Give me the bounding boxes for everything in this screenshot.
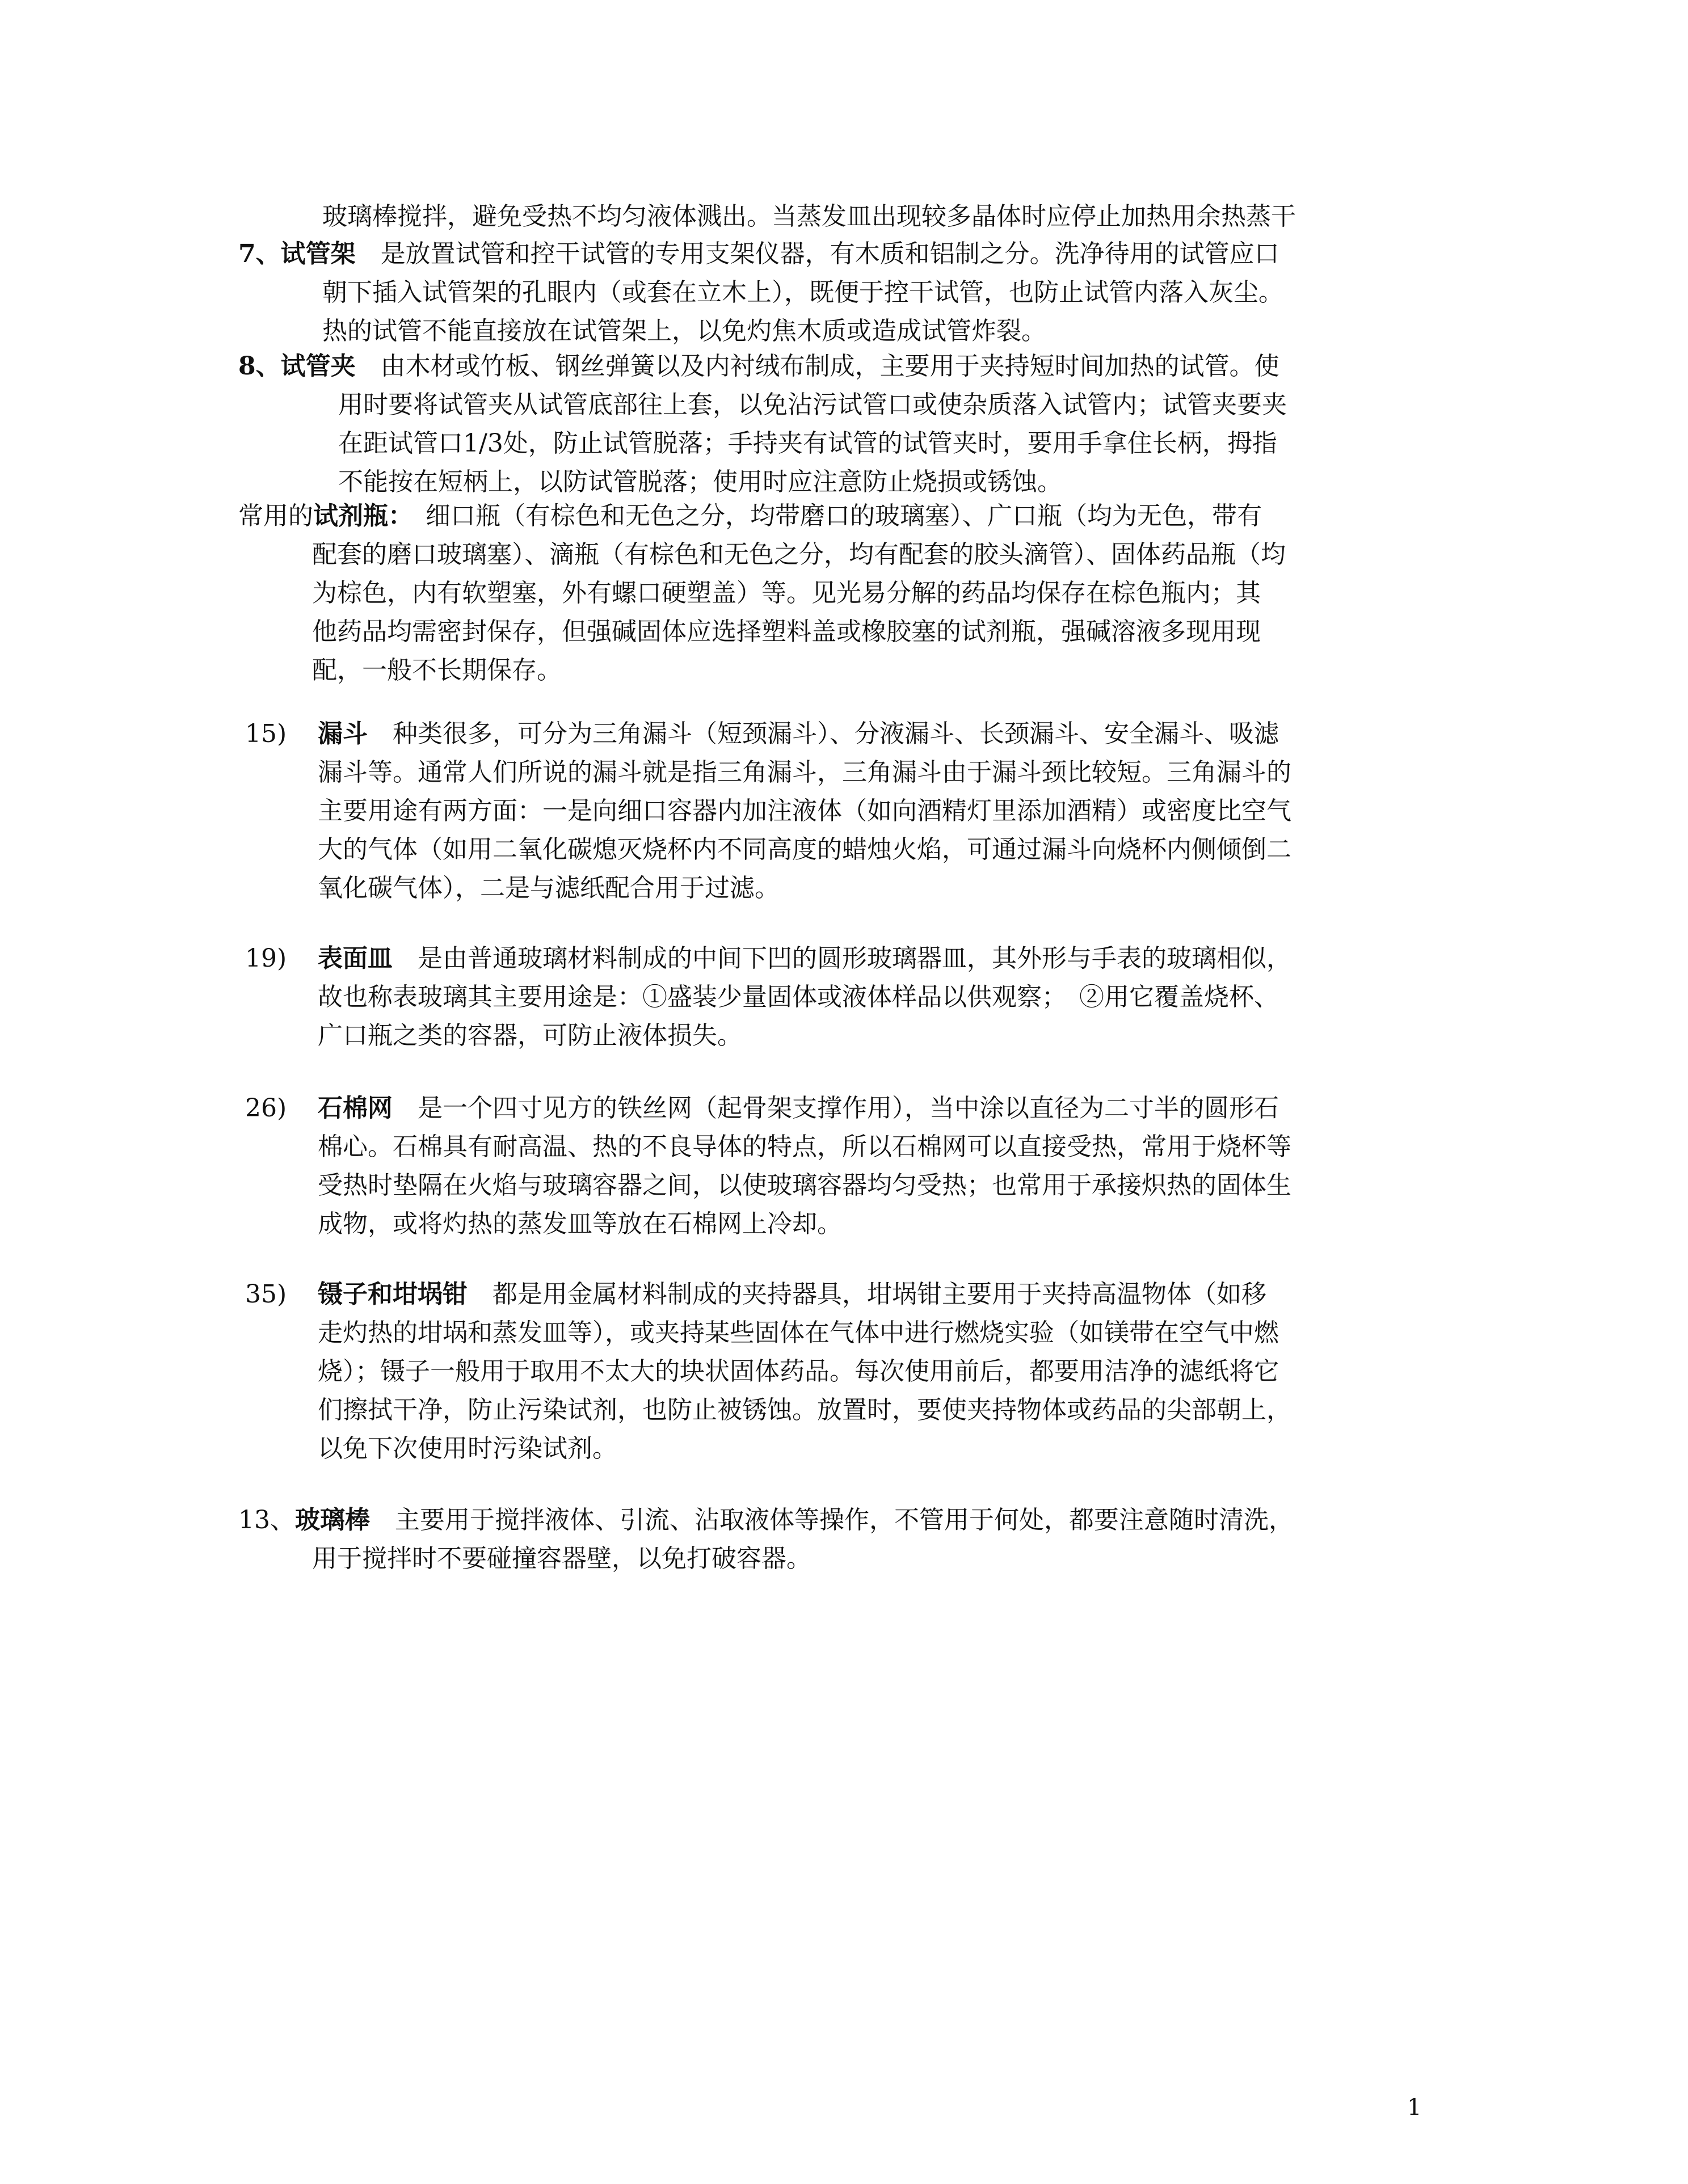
- item-19-number: 19): [245, 944, 287, 973]
- reagent-line-4: 他药品均需密封保存，但强碱固体应选择塑料盖或橡胶塞的试剂瓶，强碱溶液多现用现: [312, 617, 1261, 646]
- item-35-line-3: 烧）；镊子一般用于取用不太大的块状固体药品。每次使用前后，都要用洁净的滤纸将它: [318, 1357, 1279, 1386]
- item-35-paragraph: [245, 1275, 1291, 1468]
- item-8-number: 8、: [238, 352, 281, 381]
- item-15-term: 漏斗: [318, 719, 368, 748]
- item-19-paragraph: [245, 939, 1291, 1055]
- item-19-term: 表面皿: [318, 944, 393, 973]
- item-13-line-1: 主要用于搅拌液体、引流、沾取液体等操作，不管用于何处，都要注意随时清洗，: [395, 1506, 1294, 1534]
- item-19-line-2: 故也称表玻璃其主要用途是：①盛装少量固体或液体样品以供观察； ②用它覆盖烧杯、: [318, 983, 1279, 1011]
- item-15-line-3: 主要用途有两方面：一是向细口容器内加注液体（如向酒精灯里添加酒精）或密度比空气: [318, 796, 1291, 825]
- reagent-line-5: 配，一般不长期保存。: [312, 656, 562, 685]
- reagent-line-2: 配套的磨口玻璃塞）、滴瓶（有棕色和无色之分，均有配套的胶头滴管）、固体药品瓶（均: [312, 540, 1286, 569]
- intro-line: 玻璃棒搅拌，避免受热不均匀液体溅出。当蒸发皿出现较多晶体时应停止加热用余热蒸干: [322, 202, 1296, 231]
- page-number: 1: [1407, 2094, 1422, 2120]
- item-7-line-3: 热的试管不能直接放在试管架上，以免灼焦木质或造成试管炸裂。: [322, 317, 1046, 345]
- item-26-paragraph: [245, 1089, 1291, 1243]
- reagent-line-3: 为棕色，内有软塑塞，外有螺口硬塑盖）等。见光易分解的药品均保存在棕色瓶内；其: [312, 579, 1261, 608]
- item-26-line-3: 受热时垫隔在火焰与玻璃容器之间，以使玻璃容器均匀受热；也常用于承接炽热的固体生: [318, 1171, 1291, 1200]
- item-8-line-4: 不能按在短柄上，以防试管脱落；使用时应注意防止烧损或锈蚀。: [338, 467, 1062, 496]
- item-35-line-5: 以免下次使用时污染试剂。: [318, 1434, 617, 1463]
- item-8-line-1: 由木材或竹板、钢丝弹簧以及内衬绒布制成，主要用于夹持短时间加热的试管。使: [380, 352, 1279, 381]
- item-13-line-2: 用于搅拌时不要碰撞容器壁，以免打破容器。: [312, 1544, 811, 1573]
- item-35-number: 35): [245, 1280, 287, 1309]
- item-19-line-3: 广口瓶之类的容器，可防止液体损失。: [318, 1021, 742, 1050]
- reagent-line-1: 细口瓶（有棕色和无色之分，均带磨口的玻璃塞）、广口瓶（均为无色，带有: [426, 501, 1262, 530]
- item-13-term: 玻璃棒: [295, 1506, 370, 1534]
- item-8-line-3: 在距试管口1/3处，防止试管脱落；手持夹有试管的试管夹时，要用手拿住长柄，拇指: [338, 429, 1277, 458]
- reagent-prefix: 常用的: [238, 501, 313, 530]
- item-15-number: 15): [245, 719, 287, 748]
- item-15-line-4: 大的气体（如用二氧化碳熄灭烧杯内不同高度的蜡烛火焰，可通过漏斗向烧杯内侧倾倒二: [318, 835, 1291, 864]
- item-15-line-5: 氧化碳气体），二是与滤纸配合用于过滤。: [318, 874, 780, 903]
- item-35-line-1: 都是用金属材料制成的夹持器具，坩埚钳主要用于夹持高温物体（如移: [492, 1280, 1266, 1309]
- item-35-line-4: 们擦拭干净，防止污染试剂，也防止被锈蚀。放置时，要使夹持物体或药品的尖部朝上，: [318, 1395, 1291, 1424]
- item-8-paragraph: [238, 347, 1287, 501]
- item-35-line-2: 走灼热的坩埚和蒸发皿等），或夹持某些固体在气体中进行燃烧实验（如镁带在空气中燃: [318, 1318, 1279, 1347]
- item-35-term: 镊子和坩埚钳: [318, 1280, 468, 1309]
- intro-paragraph: [322, 197, 1296, 236]
- item-8-line-2: 用时要将试管夹从试管底部往上套，以免沾污试管口或使杂质落入试管内；试管夹要夹: [338, 390, 1287, 419]
- item-26-line-2: 棉心。石棉具有耐高温、热的不良导体的特点，所以石棉网可以直接受热，常用于烧杯等: [318, 1132, 1291, 1161]
- item-13-number: 13、: [238, 1506, 295, 1534]
- item-19-line-1: 是由普通玻璃材料制成的中间下凹的圆形玻璃器皿，其外形与手表的玻璃相似，: [418, 944, 1291, 973]
- item-13-paragraph: [238, 1501, 1294, 1578]
- item-8-term: 试管夹: [280, 352, 356, 381]
- item-26-number: 26): [245, 1094, 287, 1123]
- item-7-paragraph: [238, 235, 1283, 351]
- item-26-line-4: 成物，或将灼热的蒸发皿等放在石棉网上冷却。: [318, 1209, 842, 1238]
- item-15-line-2: 漏斗等。通常人们所说的漏斗就是指三角漏斗，三角漏斗由于漏斗颈比较短。三角漏斗的: [318, 758, 1291, 787]
- item-7-line-1: 是放置试管和控干试管的专用支架仪器，有木质和铝制之分。洗净待用的试管应口: [380, 239, 1279, 268]
- item-26-term: 石棉网: [318, 1094, 393, 1123]
- reagent-colon: ：: [388, 501, 413, 530]
- item-15-line-1: 种类很多，可分为三角漏斗（短颈漏斗）、分液漏斗、长颈漏斗、安全漏斗、吸滤: [393, 719, 1279, 748]
- item-7-line-2: 朝下插入试管架的孔眼内（或套在立木上），既便于控干试管，也防止试管内落入灰尘。: [322, 278, 1283, 307]
- item-7-number: 7、: [238, 239, 281, 268]
- reagent-bottle-paragraph: [238, 497, 1286, 690]
- item-26-line-1: 是一个四寸见方的铁丝网（起骨架支撑作用），当中涂以直径为二寸半的圆形石: [418, 1094, 1279, 1123]
- reagent-term: 试剂瓶: [313, 501, 388, 530]
- item-7-term: 试管架: [280, 239, 356, 268]
- item-15-paragraph: [245, 715, 1291, 908]
